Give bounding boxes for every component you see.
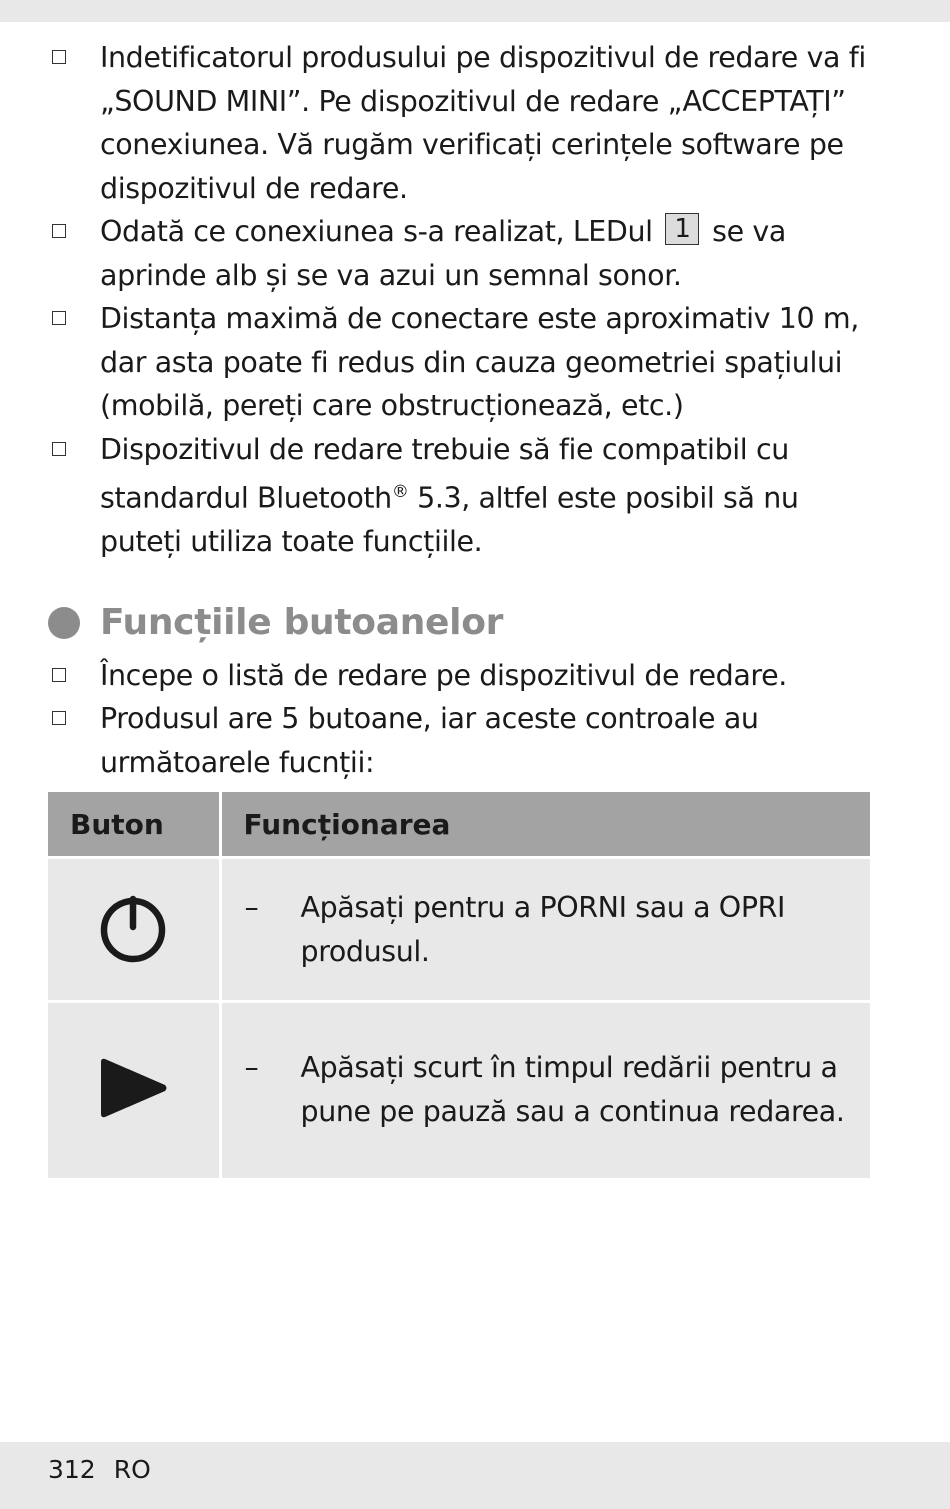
- list-item-text: se va aprinde alb și se va azui un semnal sonor.: [100, 215, 786, 292]
- list-item: [48, 697, 870, 784]
- section-title: Funcțiile butoanelor: [100, 601, 504, 643]
- checkbox-bullet-icon: [52, 224, 66, 238]
- list-item-text: Indetificatorul produsului pe dispozitivul de redare va fi „SOUND MINI”. Pe dispozitivul de redare „ACCEPTAȚI” conexiunea. Vă rugăm verificați cerințele software pe dispozitivul de redare.: [100, 41, 866, 205]
- table-header-row: [48, 792, 870, 858]
- bullet-list-section: [48, 654, 870, 785]
- column-header-function: Funcționarea: [220, 792, 870, 858]
- language-code: RO: [113, 1455, 151, 1484]
- function-description: Apăsați pentru a PORNI sau a OPRI produsul.: [300, 890, 786, 968]
- footer: [48, 1455, 169, 1485]
- play-icon: [97, 1057, 169, 1119]
- column-header-button: Buton: [48, 792, 220, 858]
- list-item: [48, 654, 870, 698]
- list-item-text: 5.3, altfel este posibil să nu puteți utiliza toate funcțiile.: [100, 481, 799, 558]
- icon-cell: [48, 1002, 220, 1178]
- checkbox-bullet-icon: [52, 50, 66, 64]
- table-row: [48, 858, 870, 1002]
- dash-marker: –: [244, 890, 259, 924]
- registered-mark: ®: [391, 482, 409, 502]
- list-item: [48, 428, 870, 564]
- table-row: [48, 1002, 870, 1178]
- list-item: [48, 36, 870, 210]
- icon-cell: [48, 858, 220, 1002]
- list-item-text: Începe o listă de redare pe dispozitivul de redare.: [100, 658, 787, 692]
- list-item: [48, 297, 870, 428]
- led-reference-number: 1: [665, 213, 699, 245]
- checkbox-bullet-icon: [52, 668, 66, 682]
- power-icon: [98, 893, 168, 963]
- description-cell: [220, 858, 870, 1002]
- top-bar: [0, 0, 950, 22]
- page-number: 312: [48, 1455, 96, 1484]
- checkbox-bullet-icon: [52, 711, 66, 725]
- description-cell: [220, 1002, 870, 1178]
- checkbox-bullet-icon: [52, 311, 66, 325]
- list-item: [48, 210, 870, 297]
- dash-marker: –: [244, 1051, 259, 1085]
- list-item-text: Produsul are 5 butoane, iar aceste controale au următoarele fucnții:: [100, 702, 759, 779]
- list-item-text: Distanța maximă de conectare este aproximativ 10 m, dar asta poate fi redus din cauza geometriei spațiului (mobilă, pereți care obstrucționează, etc.): [100, 302, 859, 422]
- list-item-text: Dispozitivul de redare trebuie să fie compatibil cu standardul Bluetooth: [100, 432, 789, 515]
- checkbox-bullet-icon: [52, 442, 66, 456]
- bullet-list-top: [48, 36, 870, 564]
- heading-bullet-icon: [48, 607, 80, 639]
- section-heading: [48, 592, 870, 654]
- list-item-text: Odată ce conexiunea s-a realizat, LEDul: [100, 215, 653, 248]
- page-content: [48, 36, 870, 1178]
- function-description: Apăsați scurt în timpul redării pentru a pune pe pauză sau a continua redarea.: [300, 1051, 845, 1129]
- button-functions-table: [48, 792, 870, 1178]
